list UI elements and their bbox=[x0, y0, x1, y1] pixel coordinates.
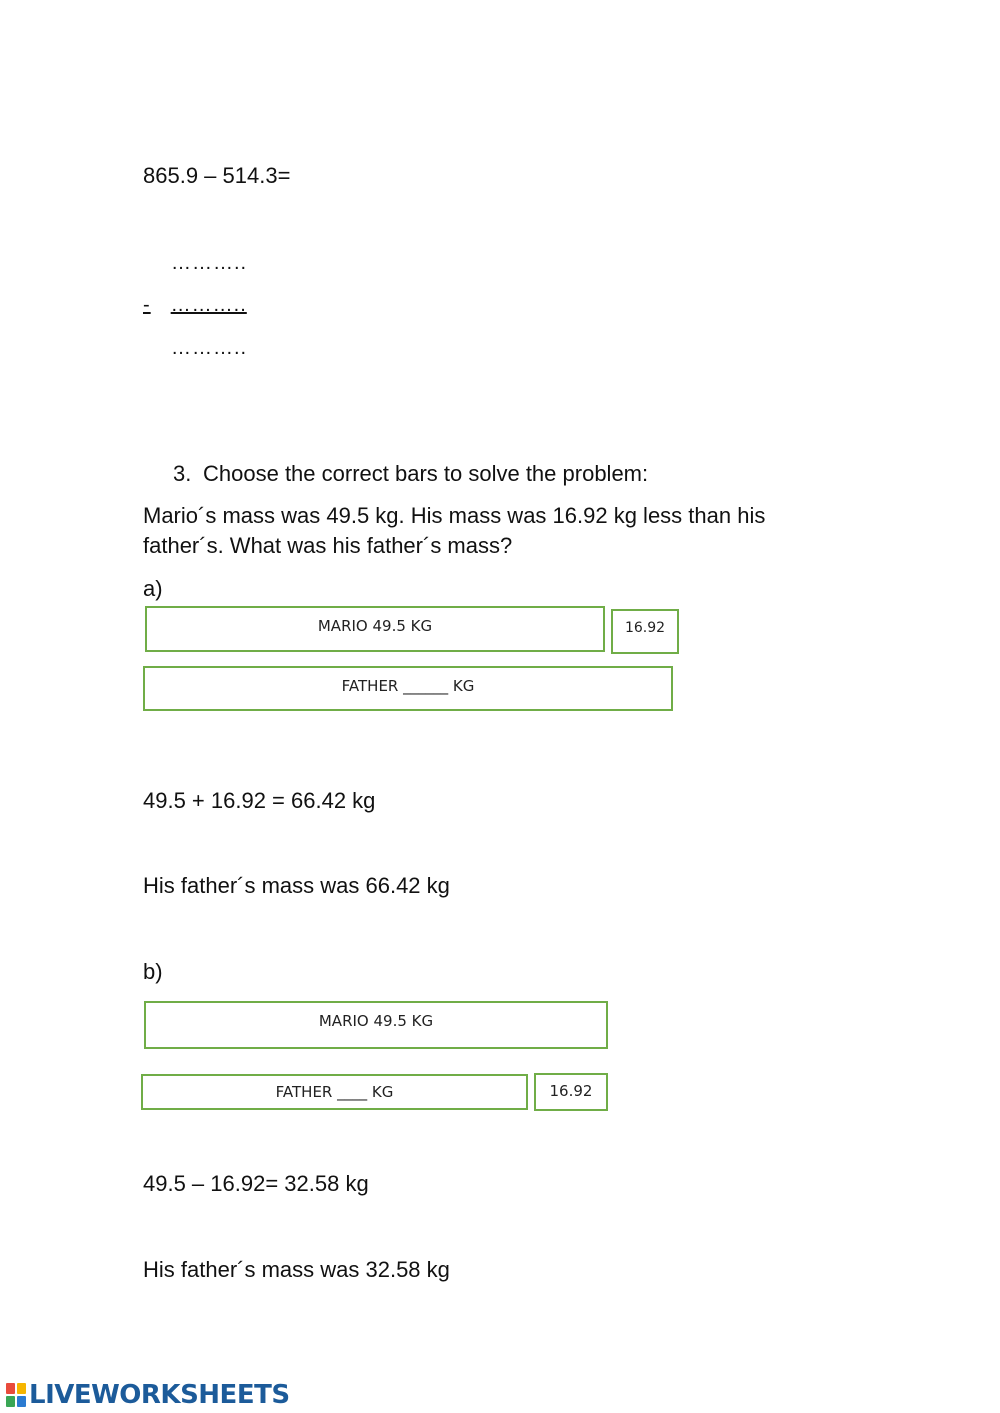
option-b-difference-label: 16.92 bbox=[549, 1082, 593, 1100]
answer-line-2[interactable] bbox=[143, 294, 247, 317]
question-heading: Choose the correct bars to solve the problem: bbox=[203, 461, 649, 486]
question-number: 3. bbox=[173, 461, 192, 486]
option-b-label[interactable]: b) bbox=[143, 959, 163, 984]
option-a-equation: 49.5 + 16.92 = 66.42 kg bbox=[143, 788, 376, 813]
option-b-father-bar-label: FATHER ____ KG bbox=[275, 1083, 394, 1101]
answer-line-1[interactable]: ……….. bbox=[171, 252, 248, 274]
option-a-mario-bar bbox=[145, 606, 605, 652]
option-a-mario-bar-label: MARIO 49.5 KG bbox=[317, 617, 433, 635]
liveworksheets-logo bbox=[6, 1380, 290, 1410]
option-a-father-bar-label: FATHER ______ KG bbox=[341, 677, 475, 695]
option-b-mario-bar-label: MARIO 49.5 KG bbox=[318, 1012, 434, 1030]
problem-text-line-1: Mario´s mass was 49.5 kg. His mass was 16.92 kg less than his bbox=[143, 503, 766, 528]
problem-text-line-2: father´s. What was his father´s mass? bbox=[143, 533, 513, 558]
option-b-equation: 49.5 – 16.92= 32.58 kg bbox=[143, 1171, 369, 1196]
answer-line-3[interactable]: ……….. bbox=[171, 337, 248, 359]
minus-sign: - bbox=[143, 294, 151, 316]
subtraction-equation: 865.9 – 514.3= bbox=[143, 163, 291, 188]
option-b-answer: His father´s mass was 32.58 kg bbox=[143, 1257, 450, 1282]
logo-blocks-icon bbox=[6, 1383, 26, 1407]
option-a-difference-bar bbox=[611, 609, 679, 654]
option-a-label[interactable]: a) bbox=[143, 576, 163, 601]
option-b-father-bar bbox=[141, 1074, 528, 1110]
option-b-mario-bar bbox=[144, 1001, 608, 1049]
option-b-difference-bar bbox=[534, 1073, 608, 1111]
option-a-father-bar bbox=[143, 666, 673, 711]
option-a-answer: His father´s mass was 66.42 kg bbox=[143, 873, 450, 898]
answer-line-2-dots: ……….. bbox=[170, 294, 247, 316]
logo-text: LIVEWORKSHEETS bbox=[29, 1380, 290, 1410]
option-a-difference-label: 16.92 bbox=[624, 620, 666, 636]
